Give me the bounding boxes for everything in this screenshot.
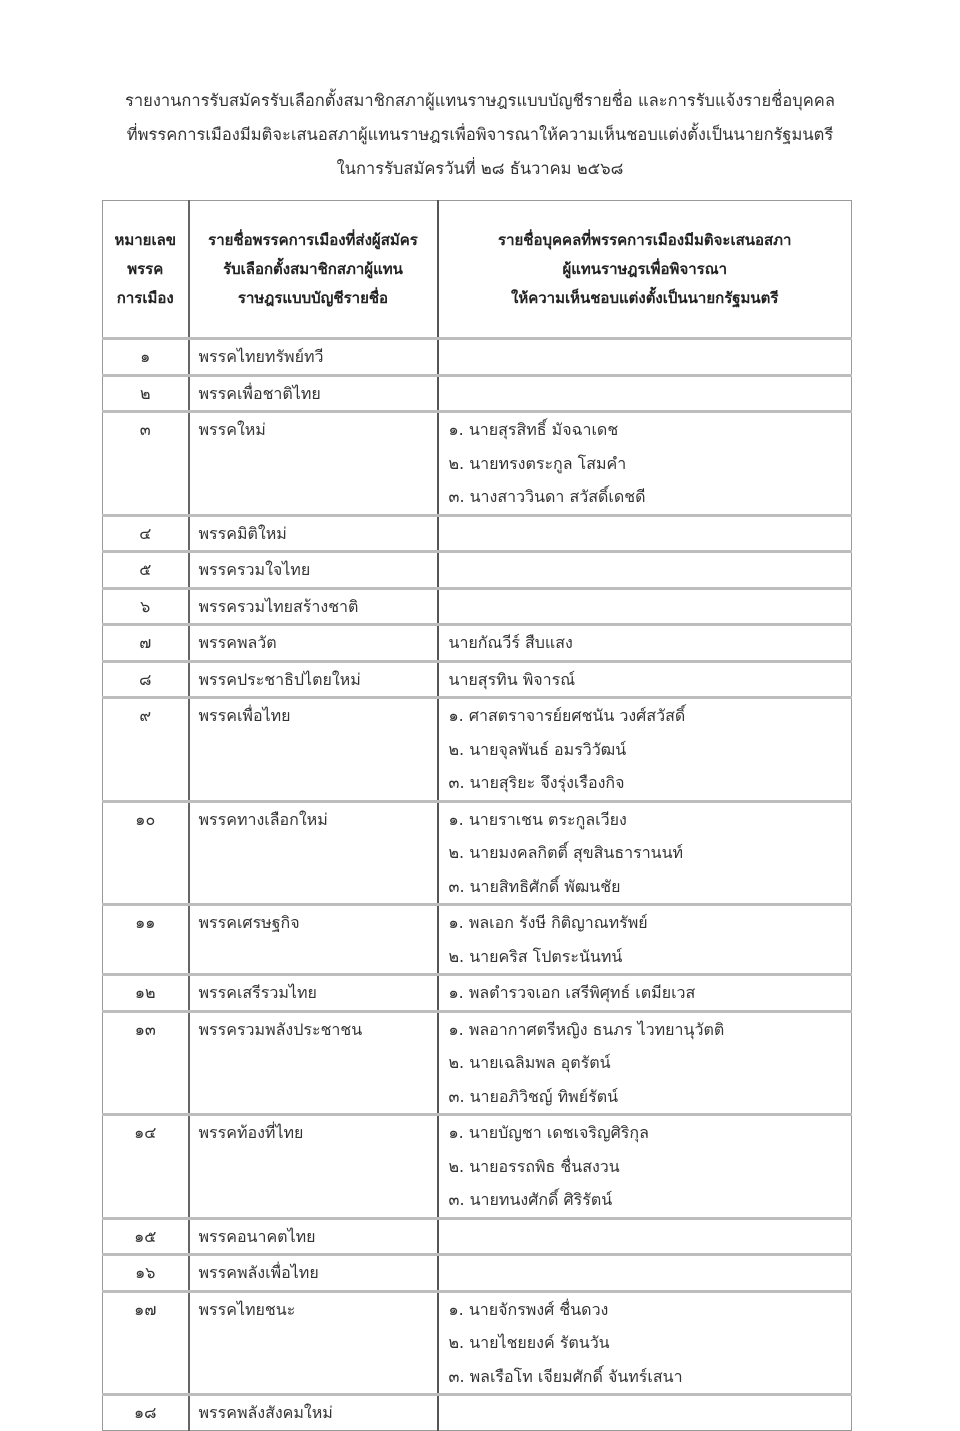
nominee-name: ๑. ศาสตราจารย์ยศชนัน วงศ์สวัสดิ์ <box>448 706 686 725</box>
party-number-cell <box>103 801 189 905</box>
party-name: พรรคเพื่อไทย <box>198 706 291 725</box>
nominee-name: ๓. พลเรือโท เจียมศักดิ์ จันทร์เสนา <box>448 1366 683 1386</box>
party-name-cell <box>189 1218 438 1255</box>
header-text: ราษฎรแบบบัญชีรายชื่อ <box>237 288 389 307</box>
nominee-name: ๑. นายสุรสิทธิ์ มัจฉาเดช <box>448 420 619 439</box>
party-number-cell <box>103 1011 189 1115</box>
party-name: พรรครวมพลังประชาชน <box>198 1019 363 1039</box>
party-name: พรรคพลังสังคมใหม่ <box>198 1403 333 1422</box>
table-row <box>103 1011 852 1115</box>
party-number: ๓ <box>139 420 151 439</box>
title-line-1: รายงานการรับสมัครรับเลือกตั้งสมาชิกสภาผู้แทนราษฎรแบบบัญชีรายชื่อ และการรับแจ้งรายชื่อบุคคล <box>125 91 835 110</box>
nominee-name: ๑. นายบัญชา เดชเจริญศิริกุล <box>448 1123 649 1142</box>
table-row <box>103 339 852 376</box>
pm-nominees-cell <box>438 552 852 589</box>
party-name: พรรคไทยชนะ <box>198 1299 296 1319</box>
nominee-name: ๑. นายราเชน ตระกูลเวียง <box>448 809 627 829</box>
nominee-name <box>449 1220 852 1254</box>
pm-nominees-cell <box>438 975 852 1012</box>
table-row <box>103 375 852 412</box>
party-number: ๑๘ <box>134 1403 157 1422</box>
party-name-cell <box>189 1291 438 1395</box>
party-number: ๖ <box>140 596 151 616</box>
pm-nominees-cell <box>438 801 852 905</box>
nominee-name <box>449 1396 852 1430</box>
table-row <box>103 661 852 698</box>
party-name-cell <box>189 552 438 589</box>
table-row <box>103 1255 852 1292</box>
header-text: รายชื่อพรรคการเมืองที่ส่งผู้สมัคร <box>208 230 418 249</box>
table-row <box>103 698 852 802</box>
party-number: ๗ <box>139 633 152 652</box>
party-number-cell <box>103 975 189 1012</box>
nominee-name: ๒. นายจุลพันธ์ อมรวิวัฒน์ <box>448 739 627 759</box>
table-row <box>103 552 852 589</box>
party-name-cell <box>189 1395 438 1431</box>
party-name: พรรคประชาธิปไตยใหม่ <box>198 669 361 689</box>
party-name-cell <box>189 1255 438 1292</box>
party-number: ๒ <box>139 383 151 403</box>
party-name-cell <box>189 588 438 625</box>
table-row <box>103 1395 852 1431</box>
party-name-cell <box>189 515 438 552</box>
party-number-cell <box>103 588 189 625</box>
nominee-name: ๒. นายไชยยงค์ รัตนวัน <box>448 1333 610 1352</box>
party-name: พรรครวมไทยสร้างชาติ <box>198 596 359 616</box>
party-number: ๘ <box>139 669 152 689</box>
party-name-cell <box>189 412 438 516</box>
party-name-cell <box>189 661 438 698</box>
party-name: พรรครวมใจไทย <box>198 560 311 579</box>
header-text: รายชื่อบุคคลที่พรรคการเมืองมีมติจะเสนอสภา <box>498 230 792 249</box>
table-row <box>103 1218 852 1255</box>
party-name: พรรคเศรษฐกิจ <box>198 913 300 932</box>
party-number: ๔ <box>139 523 152 543</box>
party-name-cell <box>189 339 438 376</box>
party-number-cell <box>103 339 189 376</box>
table-row <box>103 588 852 625</box>
nominee-name: ๑. นายจักรพงศ์ ชื่นดวง <box>448 1299 609 1319</box>
party-number: ๑๓ <box>134 1019 156 1039</box>
party-number: ๕ <box>139 560 152 579</box>
nominee-name: ๑. พลอากาศตรีหญิง ธนภร ไวทยานุวัตติ <box>448 1019 725 1039</box>
party-number: ๑ <box>140 347 151 366</box>
nominee-name: ๒. นายทรงตระกูล โสมคำ <box>448 453 627 473</box>
party-number-cell <box>103 515 189 552</box>
candidates-table <box>102 200 852 1431</box>
table-row <box>103 1291 852 1395</box>
party-name-cell <box>189 1115 438 1219</box>
table-row <box>103 975 852 1012</box>
party-number-cell <box>103 625 189 662</box>
pm-nominees-cell <box>438 1115 852 1219</box>
party-number: ๑๒ <box>134 983 156 1002</box>
party-name-cell <box>189 801 438 905</box>
party-name-cell <box>189 375 438 412</box>
pm-nominees-cell <box>438 412 852 516</box>
table-row <box>103 1115 852 1219</box>
pm-nominees-cell <box>438 661 852 698</box>
party-number-cell <box>103 661 189 698</box>
party-name: พรรคอนาคตไทย <box>198 1226 316 1246</box>
party-number: ๑๖ <box>135 1263 156 1282</box>
header-text: การเมือง <box>116 288 174 307</box>
table-row <box>103 905 852 975</box>
nominee-name: นายกัณวีร์ สืบแสง <box>448 633 573 652</box>
party-name: พรรคทางเลือกใหม่ <box>198 809 328 829</box>
nominee-name: ๒. นายมงคลกิตติ์ สุขสินธารานนท์ <box>448 843 684 862</box>
party-number-cell <box>103 905 189 975</box>
table-row <box>103 515 852 552</box>
nominee-name: ๓. นายสิทธิศักดิ์ พัฒนชัย <box>448 876 621 896</box>
nominee-name: ๓. นางสาววินดา สวัสดิ์เดชดี <box>448 487 646 506</box>
pm-nominees-cell <box>438 339 852 376</box>
table-header-row <box>103 201 852 339</box>
pm-nominees-cell <box>438 905 852 975</box>
document-title <box>60 84 900 186</box>
header-text: ผู้แทนราษฎรเพื่อพิจารณา <box>562 259 728 278</box>
nominee-name: นายสุรทิน พิจารณ์ <box>448 669 576 689</box>
party-name: พรรคเพื่อชาติไทย <box>198 383 321 403</box>
pm-nominees-cell <box>438 625 852 662</box>
party-name-cell <box>189 698 438 802</box>
pm-nominees-cell <box>438 515 852 552</box>
nominee-name: ๒. นายคริส โปตระนันทน์ <box>448 946 623 966</box>
party-name-cell <box>189 975 438 1012</box>
nominee-name: ๑. พลตำรวจเอก เสรีพิศุทธ์ เตมียเวส <box>448 983 696 1002</box>
party-number-cell <box>103 1291 189 1395</box>
party-name-cell <box>189 1011 438 1115</box>
title-line-3: ในการรับสมัครวันที่ ๒๘ ธันวาคม ๒๕๖๘ <box>336 159 624 178</box>
header-text: พรรค <box>127 259 164 278</box>
party-number: ๑๑ <box>135 913 156 932</box>
header-text: ให้ความเห็นชอบแต่งตั้งเป็นนายกรัฐมนตรี <box>511 288 779 307</box>
nominee-name <box>449 340 852 374</box>
party-number: ๑๐ <box>135 809 156 829</box>
nominee-name: ๓. นายอภิวิชญ์ ทิพย์รัตน์ <box>448 1086 619 1106</box>
pm-nominees-cell <box>438 1255 852 1292</box>
header-text: รับเลือกตั้งสมาชิกสภาผู้แทน <box>223 259 403 278</box>
party-number-cell <box>103 1255 189 1292</box>
table-row <box>103 412 852 516</box>
nominee-name: ๓. นายสุริยะ จึงรุ่งเรืองกิจ <box>448 773 625 792</box>
party-number-cell <box>103 1395 189 1431</box>
header-pm-nominees <box>438 201 852 339</box>
party-name: พรรคท้องที่ไทย <box>198 1123 304 1142</box>
pm-nominees-cell <box>438 375 852 412</box>
pm-nominees-cell <box>438 1011 852 1115</box>
party-name: พรรคใหม่ <box>198 420 266 439</box>
header-party-name <box>189 201 438 339</box>
party-name: พรรคไทยทรัพย์ทวี <box>198 347 324 366</box>
header-text: หมายเลข <box>114 230 177 249</box>
pm-nominees-cell <box>438 588 852 625</box>
party-number: ๑๗ <box>134 1299 157 1319</box>
party-name: พรรคเสรีรวมไทย <box>198 983 317 1002</box>
party-number-cell <box>103 552 189 589</box>
party-name-cell <box>189 905 438 975</box>
party-number-cell <box>103 375 189 412</box>
party-number-cell <box>103 412 189 516</box>
nominee-name <box>449 590 852 624</box>
table-row <box>103 625 852 662</box>
party-name: พรรคมิติใหม่ <box>198 523 287 543</box>
nominee-name <box>449 553 852 587</box>
party-name: พรรคพลวัต <box>198 633 277 652</box>
party-number: ๑๕ <box>134 1226 157 1246</box>
pm-nominees-cell <box>438 1291 852 1395</box>
party-name: พรรคพลังเพื่อไทย <box>198 1263 319 1282</box>
table-row <box>103 801 852 905</box>
nominee-name <box>449 517 852 551</box>
pm-nominees-cell <box>438 1395 852 1431</box>
party-name-cell <box>189 625 438 662</box>
nominee-name: ๒. นายอรรถพิธ ชื่นสงวน <box>448 1156 620 1176</box>
party-number-cell <box>103 1218 189 1255</box>
title-line-2: ที่พรรคการเมืองมีมติจะเสนอสภาผู้แทนราษฎรเพื่อพิจารณาให้ความเห็นชอบแต่งตั้งเป็นนายกรัฐมนตรี <box>126 125 834 144</box>
party-number: ๑๔ <box>134 1123 157 1142</box>
nominee-name: ๓. นายทนงศักดิ์ ศิริรัตน์ <box>448 1190 613 1209</box>
header-party-number <box>103 201 189 339</box>
party-number-cell <box>103 1115 189 1219</box>
pm-nominees-cell <box>438 698 852 802</box>
nominee-name <box>449 1256 852 1290</box>
nominee-name: ๑. พลเอก รังษี กิติญาณทรัพย์ <box>448 913 648 932</box>
pm-nominees-cell <box>438 1218 852 1255</box>
party-number-cell <box>103 698 189 802</box>
party-number: ๙ <box>139 706 152 725</box>
nominee-name: ๒. นายเฉลิมพล อุตรัตน์ <box>448 1053 611 1072</box>
nominee-name <box>449 377 852 411</box>
